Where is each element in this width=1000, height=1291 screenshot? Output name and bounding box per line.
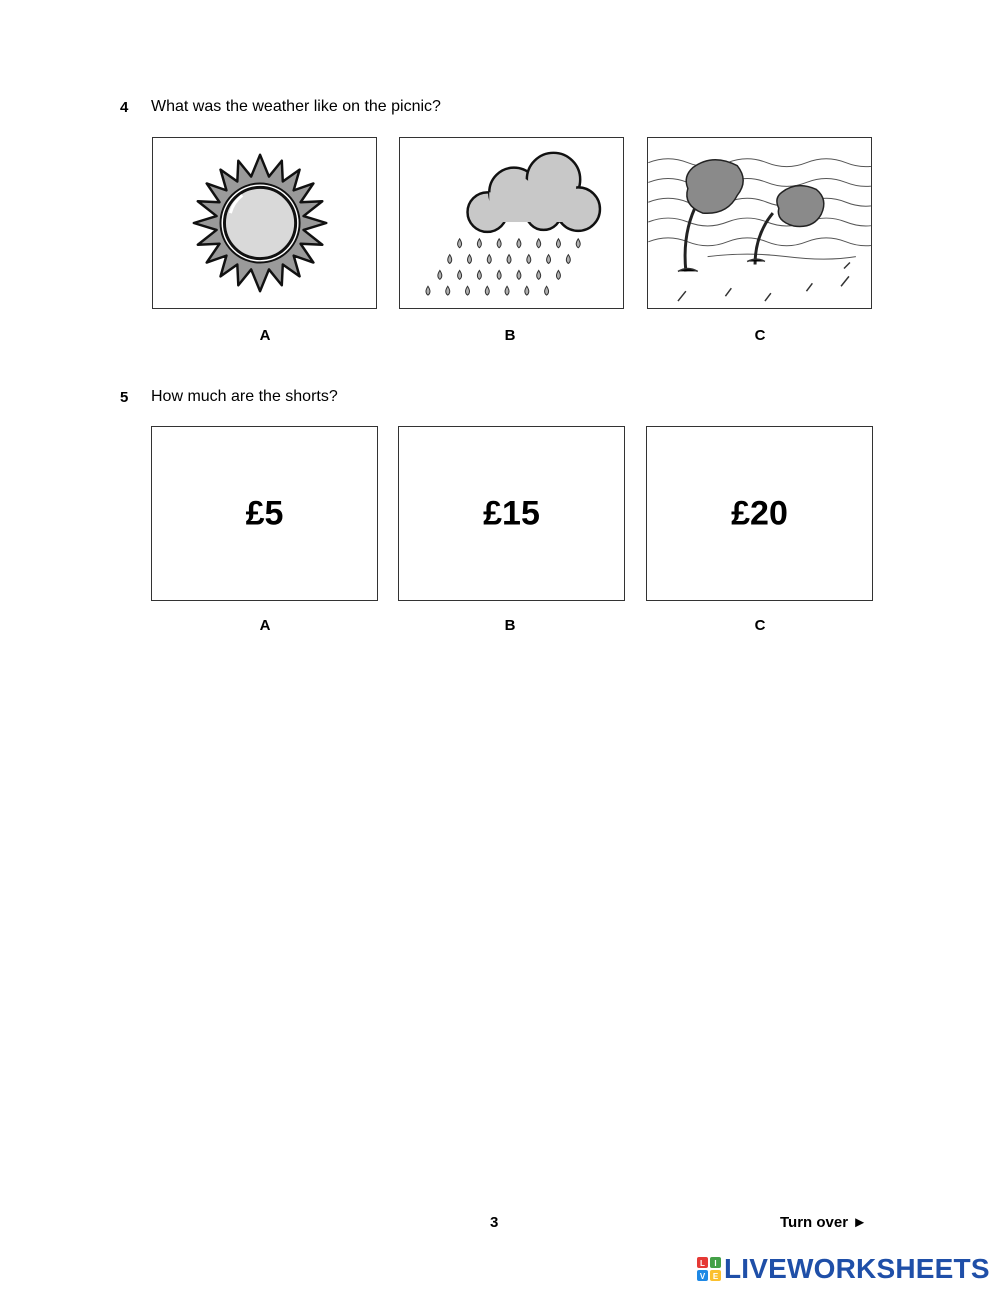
svg-text:E: E xyxy=(712,1272,719,1281)
question-5-text: How much are the shorts? xyxy=(151,388,338,405)
option-5c-box[interactable] xyxy=(646,426,873,601)
windy-trees-icon xyxy=(648,138,871,308)
page-number: 3 xyxy=(490,1214,499,1231)
option-4c-letter: C xyxy=(754,327,766,344)
question-4-text: What was the weather like on the picnic? xyxy=(151,98,441,115)
option-5a-letter: A xyxy=(259,617,271,634)
svg-text:V: V xyxy=(699,1272,706,1281)
option-5b-letter: B xyxy=(504,617,516,634)
liveworksheets-logo-icon xyxy=(697,1257,721,1281)
option-4a-box[interactable] xyxy=(152,137,377,309)
option-4b-letter: B xyxy=(504,327,516,344)
option-5c-letter: C xyxy=(754,617,766,634)
svg-text:I: I xyxy=(714,1259,717,1268)
option-5b-price: £15 xyxy=(483,494,540,532)
option-5a-box[interactable] xyxy=(151,426,378,601)
svg-text:L: L xyxy=(700,1259,705,1268)
option-4b-box[interactable] xyxy=(399,137,624,309)
option-5c-price: £20 xyxy=(731,494,788,532)
sun-icon xyxy=(153,138,376,308)
option-5b-box[interactable] xyxy=(398,426,625,601)
option-4c-box[interactable] xyxy=(647,137,872,309)
option-5a-price: £5 xyxy=(245,494,284,532)
brand-name: LIVEWORKSHEETS xyxy=(724,1253,990,1284)
option-4a-letter: A xyxy=(259,327,271,344)
brand-logo[interactable] xyxy=(697,1253,990,1285)
turn-over-link[interactable]: Turn over ► xyxy=(780,1214,868,1231)
question-5-number: 5 xyxy=(120,389,129,406)
rain-cloud-icon xyxy=(400,138,623,308)
question-4-number: 4 xyxy=(120,99,129,116)
